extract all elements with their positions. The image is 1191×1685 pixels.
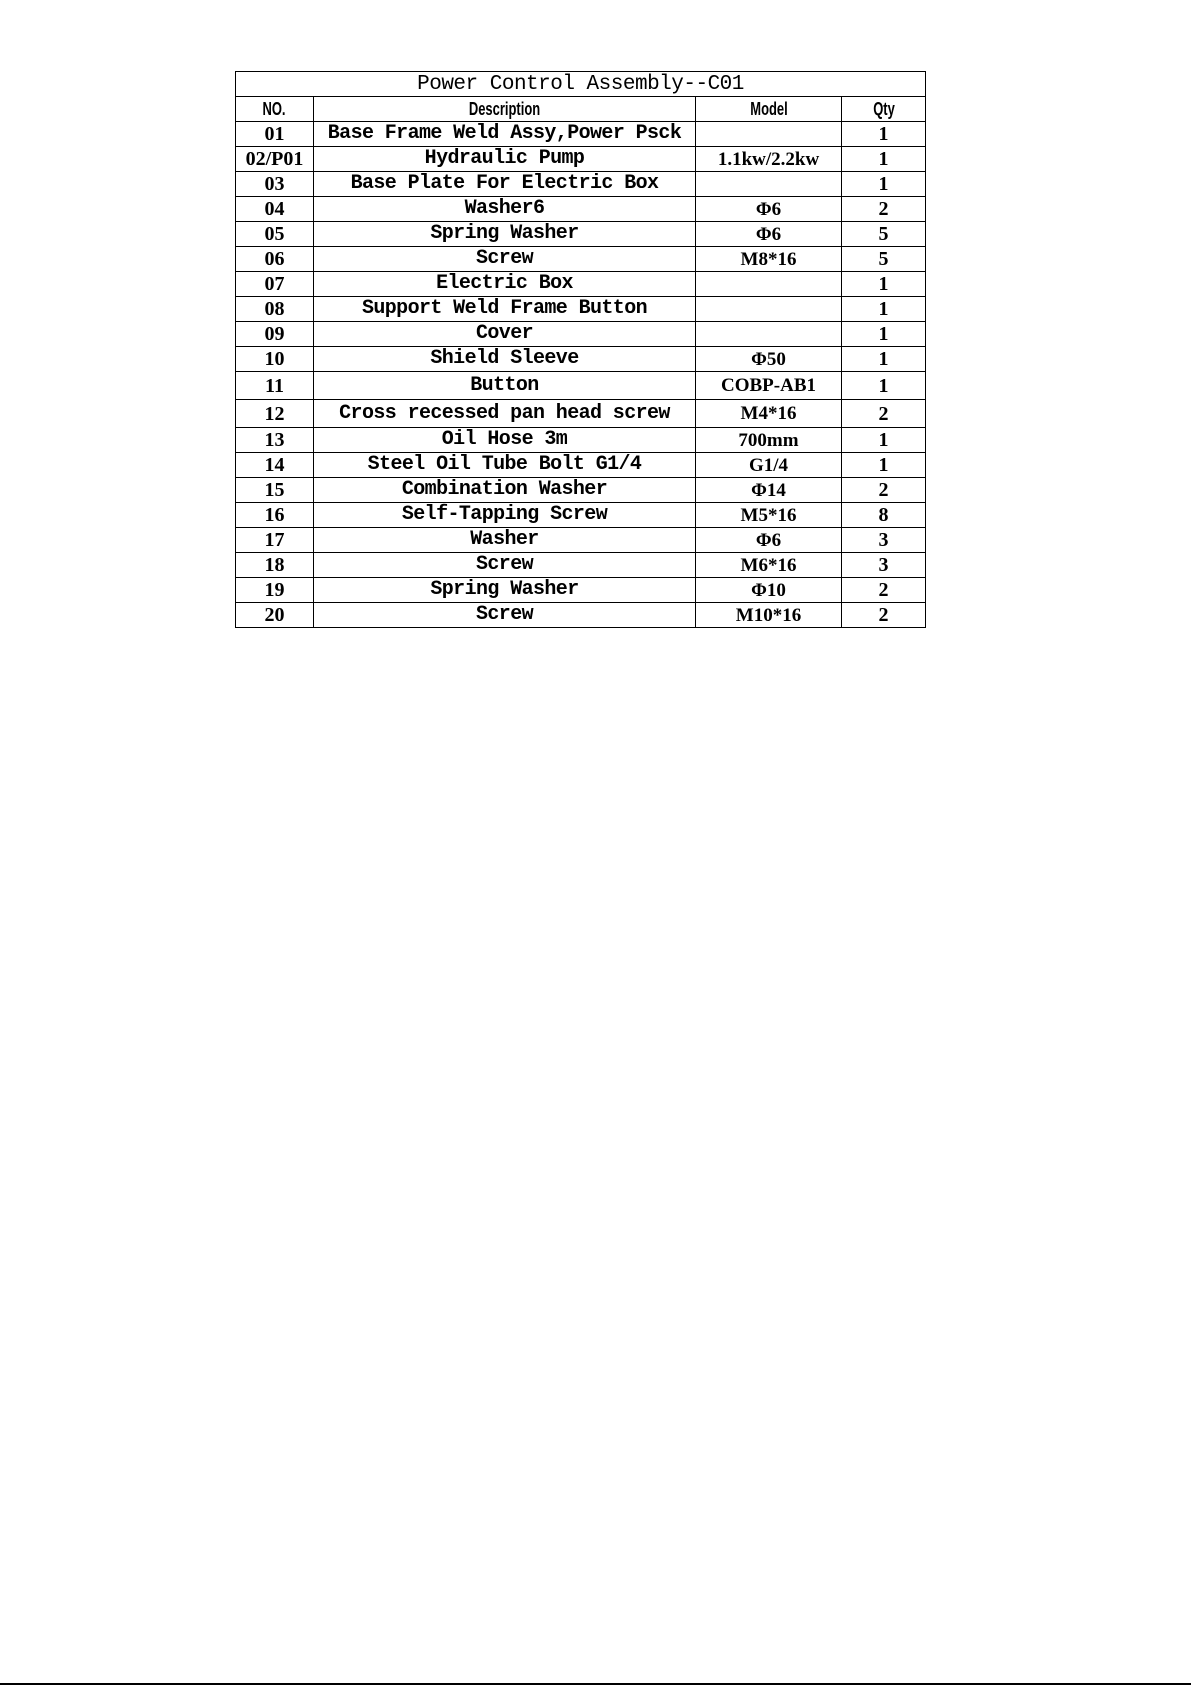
table-row	[236, 578, 926, 603]
column-header-no	[236, 97, 314, 122]
row-qty-cell: 1	[842, 272, 926, 297]
row-model-cell: M6*16	[696, 553, 842, 578]
row-model-cell: M10*16	[696, 603, 842, 628]
table-row	[236, 172, 926, 197]
row-description-cell: Screw	[314, 553, 696, 578]
table-row	[236, 453, 926, 478]
row-number-cell: 12	[236, 400, 314, 428]
table-header-row	[236, 97, 926, 122]
row-qty-cell: 1	[842, 322, 926, 347]
row-qty-cell: 1	[842, 453, 926, 478]
row-description-cell: Base Plate For Electric Box	[314, 172, 696, 197]
row-qty-cell: 3	[842, 528, 926, 553]
table-row	[236, 222, 926, 247]
row-qty-cell: 1	[842, 372, 926, 400]
row-number-cell: 16	[236, 503, 314, 528]
table-row	[236, 147, 926, 172]
row-description-cell: Spring Washer	[314, 222, 696, 247]
table-row	[236, 372, 926, 400]
row-number-cell: 08	[236, 297, 314, 322]
row-number-cell: 07	[236, 272, 314, 297]
column-header-model	[696, 97, 842, 122]
table-title: Power Control Assembly--C01	[236, 72, 926, 97]
column-header-model-label: Model	[749, 99, 788, 119]
table-row	[236, 478, 926, 503]
column-header-description-label: Description	[468, 99, 541, 119]
table-row	[236, 503, 926, 528]
row-number-cell: 18	[236, 553, 314, 578]
row-description-cell: Shield Sleeve	[314, 347, 696, 372]
row-model-cell: Φ6	[696, 197, 842, 222]
table-title-row	[236, 72, 926, 97]
row-model-cell: M4*16	[696, 400, 842, 428]
row-number-cell: 01	[236, 122, 314, 147]
row-description-cell: Oil Hose 3m	[314, 428, 696, 453]
parts-list-table	[235, 71, 926, 628]
row-qty-cell: 1	[842, 147, 926, 172]
column-header-description	[314, 97, 696, 122]
row-qty-cell: 1	[842, 347, 926, 372]
row-number-cell: 19	[236, 578, 314, 603]
row-number-cell: 05	[236, 222, 314, 247]
table-row	[236, 603, 926, 628]
row-description-cell: Steel Oil Tube Bolt G1/4	[314, 453, 696, 478]
table-row	[236, 322, 926, 347]
row-description-cell: Cover	[314, 322, 696, 347]
row-model-cell	[696, 172, 842, 197]
row-description-cell: Button	[314, 372, 696, 400]
table-row	[236, 272, 926, 297]
row-number-cell: 15	[236, 478, 314, 503]
row-number-cell: 11	[236, 372, 314, 400]
row-qty-cell: 5	[842, 222, 926, 247]
row-model-cell: Φ6	[696, 528, 842, 553]
table-row	[236, 428, 926, 453]
row-description-cell: Self-Tapping Screw	[314, 503, 696, 528]
table-row	[236, 400, 926, 428]
row-description-cell: Support Weld Frame Button	[314, 297, 696, 322]
row-qty-cell: 2	[842, 578, 926, 603]
row-qty-cell: 2	[842, 197, 926, 222]
row-model-cell: M8*16	[696, 247, 842, 272]
row-description-cell: Screw	[314, 603, 696, 628]
table-row	[236, 247, 926, 272]
row-model-cell: G1/4	[696, 453, 842, 478]
row-model-cell	[696, 272, 842, 297]
table-row	[236, 297, 926, 322]
row-description-cell: Cross recessed pan head screw	[314, 400, 696, 428]
table-row	[236, 553, 926, 578]
column-header-qty	[842, 97, 926, 122]
row-qty-cell: 1	[842, 297, 926, 322]
row-number-cell: 10	[236, 347, 314, 372]
row-number-cell: 03	[236, 172, 314, 197]
row-description-cell: Washer6	[314, 197, 696, 222]
row-model-cell	[696, 297, 842, 322]
row-qty-cell: 1	[842, 428, 926, 453]
row-number-cell: 20	[236, 603, 314, 628]
row-number-cell: 04	[236, 197, 314, 222]
row-description-cell: Washer	[314, 528, 696, 553]
row-model-cell: Φ50	[696, 347, 842, 372]
row-number-cell: 14	[236, 453, 314, 478]
row-description-cell: Spring Washer	[314, 578, 696, 603]
row-model-cell	[696, 322, 842, 347]
row-description-cell: Electric Box	[314, 272, 696, 297]
parts-table-body	[236, 122, 926, 628]
row-qty-cell: 2	[842, 478, 926, 503]
column-header-no-label: NO.	[262, 99, 287, 119]
row-model-cell: 700mm	[696, 428, 842, 453]
table-row	[236, 347, 926, 372]
row-model-cell: M5*16	[696, 503, 842, 528]
row-model-cell: Φ14	[696, 478, 842, 503]
row-number-cell: 09	[236, 322, 314, 347]
row-qty-cell: 2	[842, 603, 926, 628]
row-number-cell: 06	[236, 247, 314, 272]
row-number-cell: 17	[236, 528, 314, 553]
row-model-cell: Φ10	[696, 578, 842, 603]
row-qty-cell: 1	[842, 122, 926, 147]
row-qty-cell: 1	[842, 172, 926, 197]
table-row	[236, 197, 926, 222]
table-row	[236, 528, 926, 553]
row-description-cell: Screw	[314, 247, 696, 272]
row-model-cell	[696, 122, 842, 147]
row-description-cell: Combination Washer	[314, 478, 696, 503]
row-qty-cell: 2	[842, 400, 926, 428]
row-model-cell: Φ6	[696, 222, 842, 247]
row-model-cell: 1.1kw/2.2kw	[696, 147, 842, 172]
row-model-cell: COBP-AB1	[696, 372, 842, 400]
table-row	[236, 122, 926, 147]
row-qty-cell: 8	[842, 503, 926, 528]
row-qty-cell: 3	[842, 553, 926, 578]
row-number-cell: 13	[236, 428, 314, 453]
row-description-cell: Hydraulic Pump	[314, 147, 696, 172]
row-qty-cell: 5	[842, 247, 926, 272]
row-description-cell: Base Frame Weld Assy,Power Psck	[314, 122, 696, 147]
column-header-qty-label: Qty	[872, 99, 895, 119]
row-number-cell: 02/P01	[236, 147, 314, 172]
